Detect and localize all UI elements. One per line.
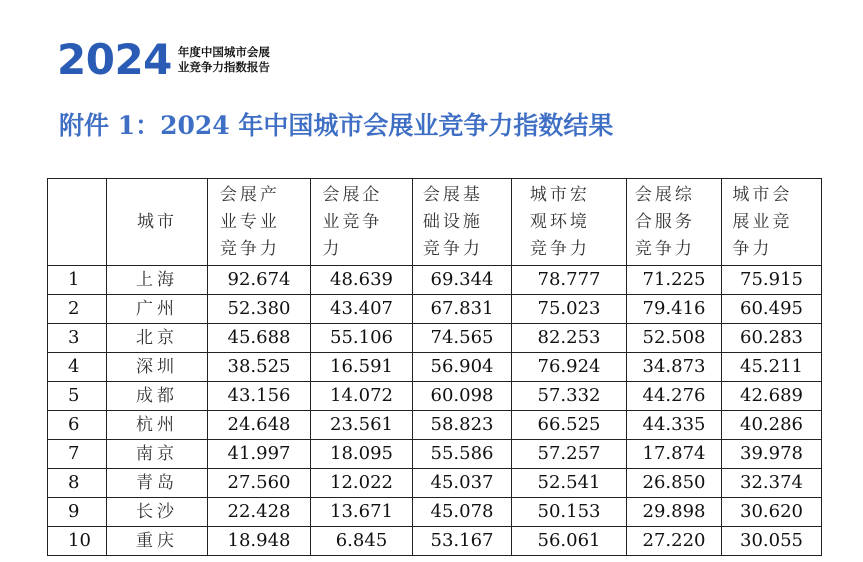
- column-header-overall: [722, 179, 822, 266]
- cell-city: 上海: [107, 266, 208, 295]
- cell-comprehensive-service: 44.276: [627, 382, 722, 411]
- cell-infrastructure: 67.831: [413, 295, 512, 324]
- cell-comprehensive-service: 34.873: [627, 353, 722, 382]
- cell-enterprise: 18.095: [311, 440, 413, 469]
- column-header-label: 会展产业专业竞争力: [219, 184, 280, 259]
- cell-overall: 39.978: [722, 440, 822, 469]
- cell-comprehensive-service: 27.220: [627, 527, 722, 556]
- cell-industry-professional: 92.674: [208, 266, 311, 295]
- table-row: [48, 266, 822, 295]
- cell-rank: 1: [48, 266, 107, 295]
- cell-macro-environment: 56.061: [512, 527, 627, 556]
- cell-rank: 10: [48, 527, 107, 556]
- cell-city: 成都: [107, 382, 208, 411]
- cell-enterprise: 48.639: [311, 266, 413, 295]
- cell-overall: 75.915: [722, 266, 822, 295]
- cell-enterprise: 6.845: [311, 527, 413, 556]
- report-logo: [57, 36, 270, 84]
- table-row: [48, 353, 822, 382]
- cell-macro-environment: 76.924: [512, 353, 627, 382]
- cell-rank: 6: [48, 411, 107, 440]
- cell-overall: 32.374: [722, 469, 822, 498]
- cell-industry-professional: 22.428: [208, 498, 311, 527]
- table-row: [48, 295, 822, 324]
- cell-overall: 60.495: [722, 295, 822, 324]
- logo-subtitle-line2: 业竞争力指数报告: [177, 60, 270, 74]
- cell-overall: 40.286: [722, 411, 822, 440]
- cell-infrastructure: 58.823: [413, 411, 512, 440]
- column-header-label: 会展综合服务竞争力: [634, 184, 695, 259]
- cell-city: 青岛: [107, 469, 208, 498]
- table-row: [48, 324, 822, 353]
- cell-overall: 30.055: [722, 527, 822, 556]
- column-header-rank: [48, 179, 107, 266]
- column-header-macro-environment: [512, 179, 627, 266]
- cell-industry-professional: 41.997: [208, 440, 311, 469]
- cell-enterprise: 55.106: [311, 324, 413, 353]
- column-header-city: [107, 179, 208, 266]
- cell-city: 深圳: [107, 353, 208, 382]
- cell-comprehensive-service: 26.850: [627, 469, 722, 498]
- cell-rank: 8: [48, 469, 107, 498]
- cell-rank: 9: [48, 498, 107, 527]
- cell-rank: 5: [48, 382, 107, 411]
- cell-industry-professional: 38.525: [208, 353, 311, 382]
- cell-industry-professional: 52.380: [208, 295, 311, 324]
- cell-infrastructure: 55.586: [413, 440, 512, 469]
- cell-infrastructure: 56.904: [413, 353, 512, 382]
- column-header-label: 城市: [137, 211, 177, 232]
- column-header-comprehensive-service: [627, 179, 722, 266]
- cell-enterprise: 23.561: [311, 411, 413, 440]
- page-title: 附件 1：2024 年中国城市会展业竞争力指数结果: [59, 111, 614, 140]
- cell-enterprise: 14.072: [311, 382, 413, 411]
- cell-infrastructure: 60.098: [413, 382, 512, 411]
- cell-macro-environment: 57.257: [512, 440, 627, 469]
- cell-comprehensive-service: 52.508: [627, 324, 722, 353]
- cell-comprehensive-service: 29.898: [627, 498, 722, 527]
- cell-rank: 2: [48, 295, 107, 324]
- column-header-infrastructure: [413, 179, 512, 266]
- cell-macro-environment: 75.023: [512, 295, 627, 324]
- column-header-label: 会展基础设施竞争力: [422, 184, 483, 259]
- cell-macro-environment: 82.253: [512, 324, 627, 353]
- column-header-label: 会展企业竞争力: [322, 184, 383, 259]
- cell-infrastructure: 45.037: [413, 469, 512, 498]
- column-header-industry-professional: [208, 179, 311, 266]
- cell-comprehensive-service: 79.416: [627, 295, 722, 324]
- cell-macro-environment: 66.525: [512, 411, 627, 440]
- column-header-label: 城市宏观环境竞争力: [529, 184, 590, 259]
- logo-subtitle: [178, 45, 270, 75]
- cell-rank: 4: [48, 353, 107, 382]
- cell-comprehensive-service: 44.335: [627, 411, 722, 440]
- cell-overall: 42.689: [722, 382, 822, 411]
- cell-rank: 3: [48, 324, 107, 353]
- cell-macro-environment: 50.153: [512, 498, 627, 527]
- table-body: [48, 266, 822, 556]
- cell-infrastructure: 74.565: [413, 324, 512, 353]
- table-row: [48, 411, 822, 440]
- cell-industry-professional: 27.560: [208, 469, 311, 498]
- column-header-enterprise: [311, 179, 413, 266]
- cell-infrastructure: 53.167: [413, 527, 512, 556]
- cell-enterprise: 13.671: [311, 498, 413, 527]
- cell-infrastructure: 45.078: [413, 498, 512, 527]
- cell-city: 长沙: [107, 498, 208, 527]
- competitiveness-table: [47, 178, 822, 556]
- column-header-label: 城市会展业竞争力: [732, 184, 793, 259]
- logo-year: 2024: [57, 35, 172, 84]
- table-row: [48, 469, 822, 498]
- table-header-row: [48, 179, 822, 266]
- cell-infrastructure: 69.344: [413, 266, 512, 295]
- cell-city: 南京: [107, 440, 208, 469]
- cell-rank: 7: [48, 440, 107, 469]
- cell-overall: 30.620: [722, 498, 822, 527]
- cell-comprehensive-service: 71.225: [627, 266, 722, 295]
- cell-industry-professional: 43.156: [208, 382, 311, 411]
- cell-industry-professional: 45.688: [208, 324, 311, 353]
- table-row: [48, 498, 822, 527]
- table-row: [48, 382, 822, 411]
- cell-overall: 45.211: [722, 353, 822, 382]
- cell-city: 重庆: [107, 527, 208, 556]
- cell-enterprise: 43.407: [311, 295, 413, 324]
- cell-enterprise: 12.022: [311, 469, 413, 498]
- table-row: [48, 527, 822, 556]
- cell-industry-professional: 18.948: [208, 527, 311, 556]
- cell-macro-environment: 78.777: [512, 266, 627, 295]
- cell-city: 北京: [107, 324, 208, 353]
- cell-macro-environment: 57.332: [512, 382, 627, 411]
- table-row: [48, 440, 822, 469]
- cell-city: 广州: [107, 295, 208, 324]
- cell-macro-environment: 52.541: [512, 469, 627, 498]
- cell-comprehensive-service: 17.874: [627, 440, 722, 469]
- logo-subtitle-line1: 年度中国城市会展: [177, 45, 270, 59]
- cell-enterprise: 16.591: [311, 353, 413, 382]
- cell-city: 杭州: [107, 411, 208, 440]
- cell-overall: 60.283: [722, 324, 822, 353]
- cell-industry-professional: 24.648: [208, 411, 311, 440]
